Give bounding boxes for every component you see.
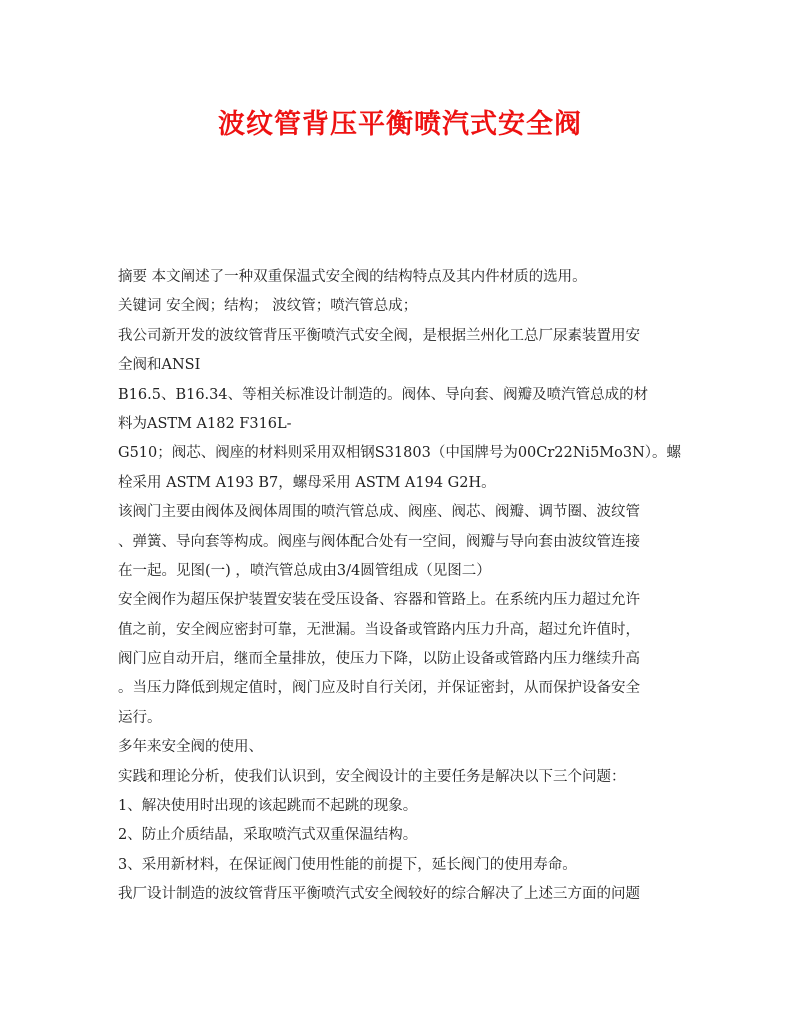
text-line: 该阀门主要由阀体及阀体周围的喷汽管总成、阀座、阀芯、阀瓣、调节圈、波纹管 (118, 504, 640, 521)
text-line: 多年来安全阀的使用、 (118, 739, 263, 756)
text-line: B16.5、B16.34、等相关标准设计制造的。阀体、导向套、阀瓣及喷汽管总成的材 (118, 386, 649, 403)
text-line: 1、解决使用时出现的该起跳而不起跳的现象。 (118, 798, 418, 815)
text-line: 关键词 安全阀；结构； 波纹管；喷汽管总成； (118, 298, 418, 315)
text-line: 。当压力降低到规定值时，阀门应及时自行关闭，并保证密封，从而保护设备安全 (118, 680, 640, 697)
text-line: G510；阀芯、阀座的材料则采用双相钢S31803（中国牌号为00Cr22Ni5Mo3N）。螺 (118, 445, 682, 462)
document-title: 波纹管背压平衡喷汽式安全阀 (218, 109, 582, 140)
text-line: 我公司新开发的波纹管背压平衡喷汽式安全阀，是根据兰州化工总厂尿素装置用安 (118, 327, 640, 344)
document-body (118, 263, 693, 910)
text-line: 阀门应自动开启，继而全量排放，使压力下降，以防止设备或管路内压力继续升高 (118, 651, 640, 668)
text-line: 2、防止介质结晶，采取喷汽式双重保温结构。 (118, 827, 418, 844)
text-line: 摘要 本文阐述了一种双重保温式安全阀的结构特点及其内件材质的选用。 (118, 269, 587, 285)
text-line: 料为ASTM A182 F316L- (118, 415, 292, 432)
text-line: 、弹簧、导向套等构成。阀座与阀体配合处有一空间，阀瓣与导向套由波纹管连接 (118, 533, 640, 550)
text-line: 3、采用新材料，在保证阀门使用性能的前提下，延长阀门的使用寿命。 (118, 856, 577, 873)
text-line: 栓采用 ASTM A193 B7，螺母采用 ASTM A194 G2H。 (118, 474, 496, 491)
text-line: 安全阀作为超压保护装置安装在受压设备、容器和管路上。在系统内压力超过允许 (118, 592, 640, 609)
text-line: 全阀和ANSI (118, 357, 201, 374)
text-line: 我厂设计制造的波纹管背压平衡喷汽式安全阀较好的综合解决了上述三方面的问题 (118, 886, 640, 903)
text-line: 值之前，安全阀应密封可靠，无泄漏。当设备或管路内压力升高，超过允许值时， (118, 621, 640, 638)
text-line: 实践和理论分析，使我们认识到，安全阀设计的主要任务是解决以下三个问题： (118, 768, 626, 785)
text-line: 在一起。见图(一) ，喷汽管总成由3/4圆管组成（见图二） (118, 562, 491, 579)
text-line: 运行。 (118, 709, 162, 726)
